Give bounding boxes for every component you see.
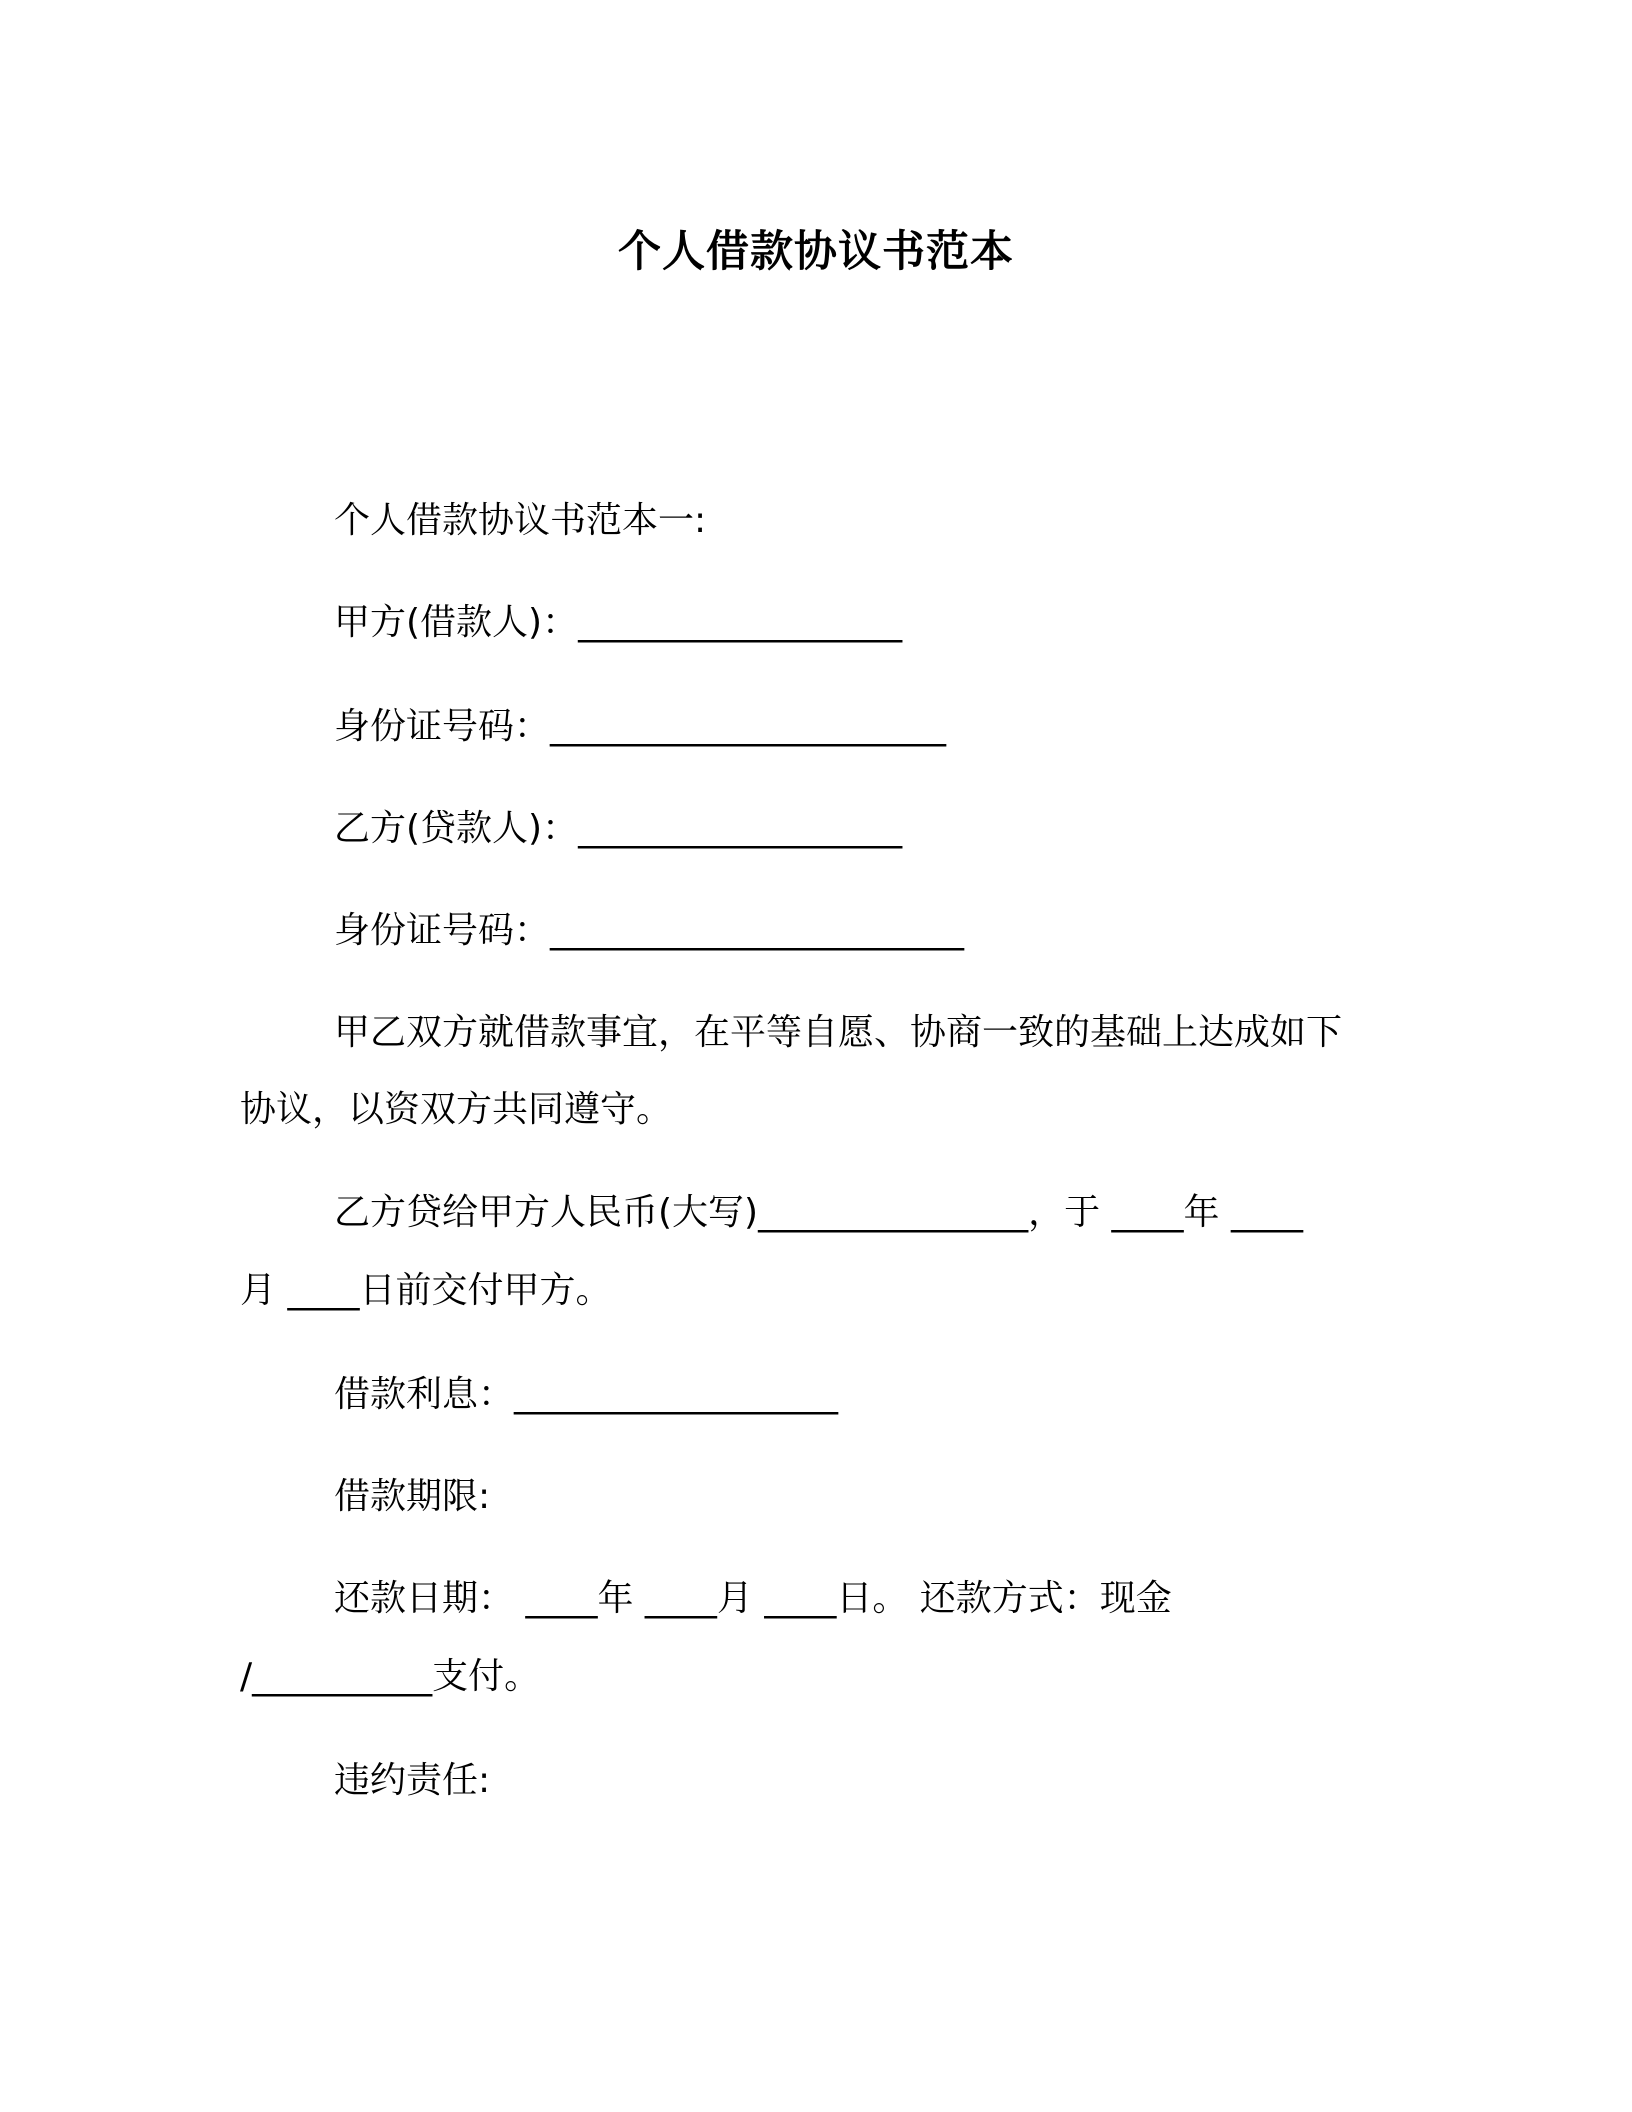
loan-interest-field: 借款利息：__________________ [334,1374,839,1415]
borrower-field: 甲方(借款人)：__________________ [334,602,903,643]
document-title: 个人借款协议书范本 [618,227,1014,277]
repayment-line-1: 还款日期： ____年 ____月 ____日。 还款方式：现金 [334,1578,1172,1619]
loan-amount-line-2: 月 ____日前交付甲方。 [240,1270,612,1311]
loan-term-field: 借款期限: [334,1476,491,1517]
lender-id-field: 身份证号码：_______________________ [334,910,965,951]
breach-liability-field: 违约责任: [334,1760,491,1801]
repayment-line-2: /__________支付。 [240,1656,541,1697]
agreement-paragraph-line-1: 甲乙双方就借款事宜，在平等自愿、协商一致的基础上达成如下 [334,1012,1343,1053]
loan-amount-line-1: 乙方贷给甲方人民币(大写)_______________，于 ____年 ____ [334,1192,1303,1233]
lender-field: 乙方(贷款人)：__________________ [334,808,903,849]
borrower-id-field: 身份证号码：______________________ [334,706,947,747]
agreement-paragraph-line-2: 协议，以资双方共同遵守。 [240,1089,673,1130]
section-heading: 个人借款协议书范本一: [334,500,707,541]
